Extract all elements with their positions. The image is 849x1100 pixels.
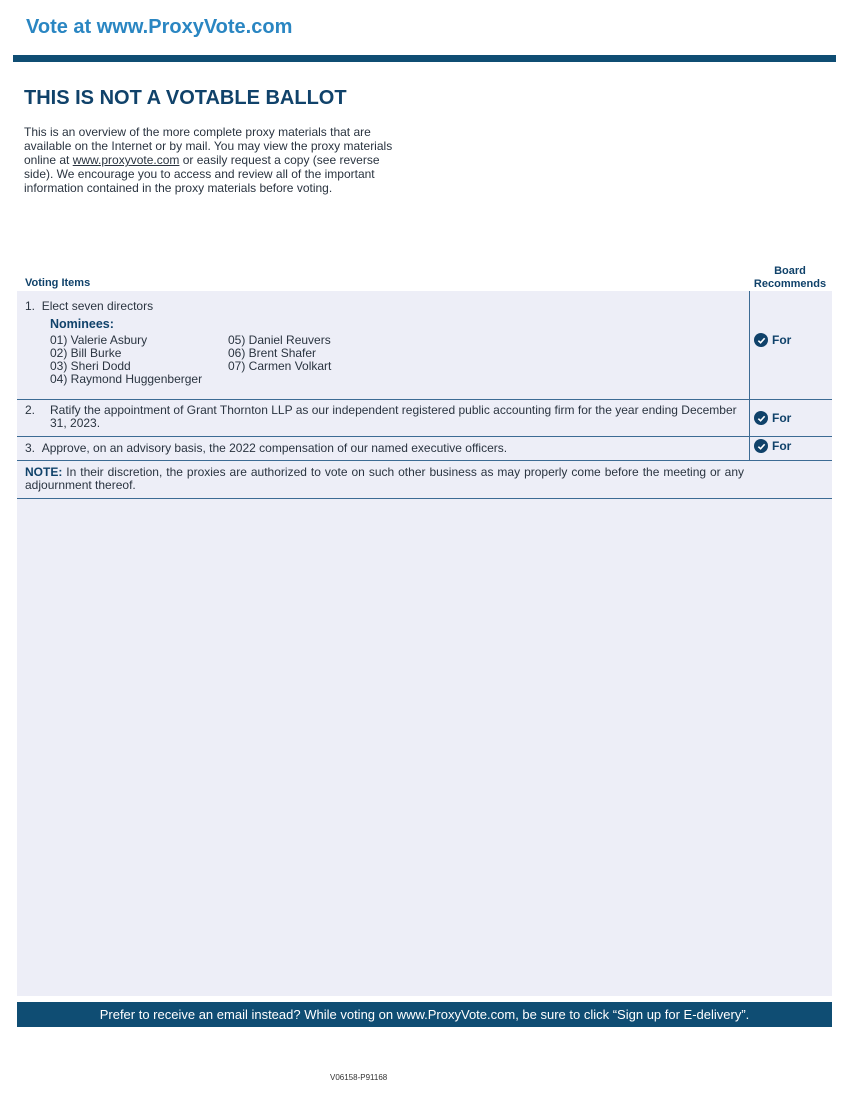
board-label-line2: Recommends: [753, 278, 827, 290]
nominee: 06) Brent Shafer: [228, 346, 317, 360]
nominee: 07) Carmen Volkart: [228, 359, 332, 373]
recommend-label: For: [772, 439, 792, 453]
voting-items-header: Voting Items: [25, 277, 91, 289]
header-title[interactable]: Vote at www.ProxyVote.com: [26, 16, 293, 38]
item-2-recommendation: [749, 400, 833, 436]
recommend-for: [754, 411, 791, 425]
voting-item-3: [17, 437, 832, 461]
item-1-text: [25, 300, 153, 313]
note-body: In their discretion, the proxies are authorized to vote on such other business as may properly come before the meeting or any adjournment thereof.: [25, 465, 744, 492]
proxyvote-link[interactable]: www.proxyvote.com: [72, 153, 180, 167]
intro-text-1: This is an overview of the more complete proxy materials that are available on the Internet or by mail. You may view the proxy materials online at: [24, 125, 393, 167]
e-delivery-banner: [17, 1002, 832, 1027]
page-title: THIS IS NOT A VOTABLE BALLOT: [24, 87, 347, 109]
intro-text-2: or easily request a copy (see reverse side). We encourage you to access and review all of the important information contained in the proxy materials before voting.: [24, 153, 380, 195]
note-row: [17, 461, 832, 499]
item-1-recommendation: [749, 291, 833, 399]
item-2-number: 2.: [25, 403, 36, 417]
nominees-list: [50, 334, 388, 386]
intro-paragraph: [24, 125, 409, 195]
recommend-for: [754, 439, 791, 453]
voting-item-1: [17, 291, 832, 400]
recommend-for: [754, 333, 791, 347]
nominee: 02) Bill Burke: [50, 346, 122, 360]
nominees-block: [50, 318, 388, 386]
item-3-text: [25, 442, 507, 455]
board-label-line1: Board: [774, 265, 806, 277]
voting-item-2: [17, 400, 832, 437]
item-3-label: Approve, on an advisory basis, the 2022 compensation of our named executive officers.: [41, 441, 508, 455]
recommend-label: For: [772, 411, 792, 425]
nominee: 04) Raymond Huggenberger: [50, 372, 203, 386]
item-2-text: [25, 404, 744, 430]
e-delivery-text: Prefer to receive an email instead? While voting on www.ProxyVote.com, be sure to click “Sign up for E-delivery”.: [99, 1007, 750, 1022]
check-circle-icon: [754, 439, 768, 453]
note-text: [25, 466, 744, 492]
nominees-label: Nominees:: [50, 317, 114, 331]
nominee: 03) Sheri Dodd: [50, 359, 131, 373]
item-1-number: 1.: [25, 299, 36, 313]
note-label: NOTE:: [25, 465, 63, 479]
check-circle-icon: [754, 333, 768, 347]
document-code: V06158-P91168: [330, 1073, 388, 1082]
header-divider: [13, 55, 836, 62]
check-circle-icon: [754, 411, 768, 425]
item-3-recommendation: [749, 437, 833, 460]
board-recommends-header: [748, 265, 832, 291]
item-3-number: 3.: [25, 441, 36, 455]
item-1-label: Elect seven directors: [41, 299, 154, 313]
recommend-label: For: [772, 333, 792, 347]
item-2-label: Ratify the appointment of Grant Thornton LLP as our independent registered public accounting firm for the year ending December 31, 2023.: [50, 403, 737, 430]
nominee: 05) Daniel Reuvers: [228, 333, 331, 347]
nominee: 01) Valerie Asbury: [50, 333, 148, 347]
